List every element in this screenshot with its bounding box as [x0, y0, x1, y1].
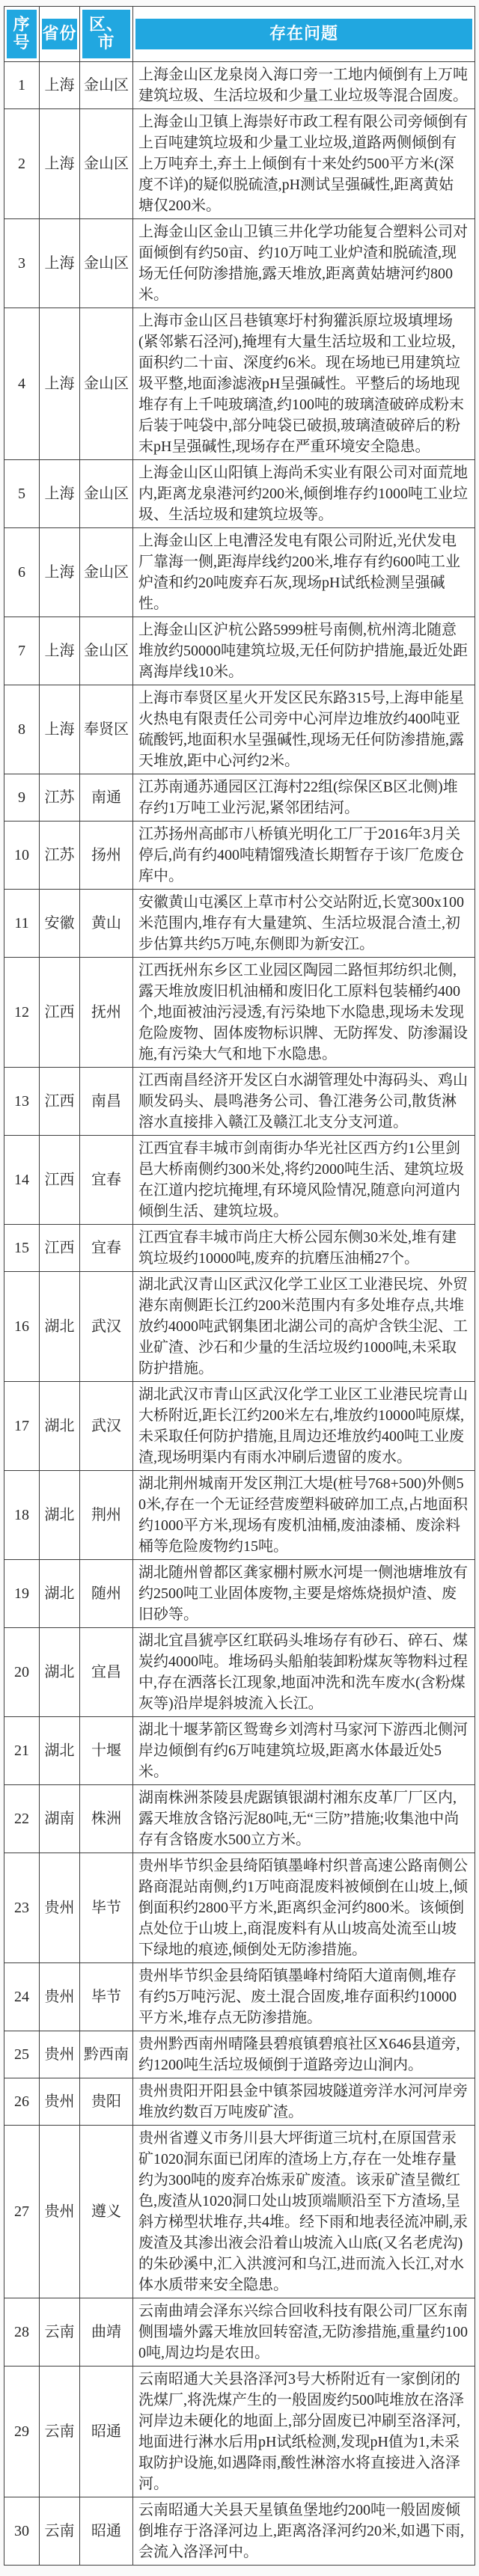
cell-province: 贵州: [40, 2078, 80, 2126]
cell-no: 8: [4, 685, 40, 774]
header-row: [4, 7, 475, 62]
cell-city: 奉贤区: [80, 685, 133, 774]
table-row: [4, 1136, 475, 1225]
table-row: [4, 1382, 475, 1471]
cell-province: 江西: [40, 1225, 80, 1272]
cell-province: 云南: [40, 2367, 80, 2497]
cell-no: 9: [4, 774, 40, 822]
table-row: [4, 2367, 475, 2497]
table-row: [4, 1068, 475, 1136]
cell-issue: 云南曲靖会泽东兴综合回收科技有限公司厂区东南侧围墙外露天堆放回转窑渣,无防渗措施,重量约1000吨,周边均是农田。: [133, 2298, 475, 2367]
col-header-province: [40, 7, 80, 62]
cell-province: 湖北: [40, 1471, 80, 1560]
cell-no: 25: [4, 2031, 40, 2078]
cell-province: 湖北: [40, 1272, 80, 1382]
cell-province: 上海: [40, 308, 80, 460]
cell-city: 贵阳: [80, 2078, 133, 2126]
cell-no: 1: [4, 62, 40, 109]
cell-no: 23: [4, 1853, 40, 1963]
cell-issue: 江西南昌经济开发区白水湖管理处中海码头、鸡山顺发码头、晨鸣港务公司、鲁江港务公司,散货淋溶水直接排入赣江及赣江北支分支河道。: [133, 1068, 475, 1136]
cell-issue: 贵州省遵义市务川县大坪街道三坑村,在原国营汞矿1020洞东面已闭库的渣场上方,存在一处堆存量约为300吨的废弃冶炼汞矿废渣。该汞矿渣呈微红色,废渣从1020洞口处山坡顶端顺沿至下方渣场,呈斜方梯型状堆存,共4堆。经下雨和地表径流冲刷,汞废渣及其渗出液会沿着山坡流入山底(又名老虎沟)的朱砂溪中,汇入洪渡河和乌江,进而流入长江,对水体水质带来安全隐患。: [133, 2126, 475, 2298]
cell-province: 江西: [40, 1136, 80, 1225]
cell-issue: 贵州毕节织金县绮陌镇墨峰村绮陌大道南侧,堆存有约5万吨污泥、废土混合固废,堆存面积约10000平方米,堆存点无防渗措施。: [133, 1963, 475, 2031]
col-header-no-label: 序号: [7, 10, 37, 58]
table-row: [4, 2126, 475, 2298]
col-header-city-label: 区、市: [82, 10, 130, 58]
table-row: [4, 822, 475, 890]
cell-province: 安徽: [40, 890, 80, 958]
col-header-city: [80, 7, 133, 62]
cell-city: 金山区: [80, 62, 133, 109]
cell-issue: 湖南株洲茶陵县虎踞镇银湖村湘东皮革厂厂区内,露天堆放含铬污泥80吨,无“三防”措施;收集池中尚存有含铬废水500立方米。: [133, 1785, 475, 1853]
cell-city: 金山区: [80, 109, 133, 219]
table-row: [4, 62, 475, 109]
cell-city: 黔西南: [80, 2031, 133, 2078]
cell-issue: 上海金山区沪杭公路5999桩号南侧,杭州湾北随意堆放约50000吨建筑垃圾,无任何防护措施,最近处距离海岸线10米。: [133, 617, 475, 685]
col-header-province-label: 省份: [42, 19, 77, 49]
table-row: [4, 1628, 475, 1717]
cell-no: 14: [4, 1136, 40, 1225]
cell-city: 武汉: [80, 1272, 133, 1382]
cell-city: 黄山: [80, 890, 133, 958]
table-row: [4, 460, 475, 528]
cell-city: 武汉: [80, 1382, 133, 1471]
cell-no: 7: [4, 617, 40, 685]
cell-province: 上海: [40, 62, 80, 109]
cell-no: 15: [4, 1225, 40, 1272]
cell-city: 金山区: [80, 460, 133, 528]
cell-city: 遵义: [80, 2126, 133, 2298]
cell-issue: 湖北武汉市青山区武汉化学工业区工业港民垸青山大桥附近,距长江约200米左右,堆放约10000吨原煤,未采取任何防护措施,且周边还堆放约400吨工业废渣,现场明渠内有雨水冲刷后遗留的废水。: [133, 1382, 475, 1471]
cell-issue: 湖北十堰茅箭区鸳鸯乡刘湾村马家河下游西北侧河岸边倾倒有约6万吨建筑垃圾,距离水体最近处5米。: [133, 1717, 475, 1785]
cell-city: 南昌: [80, 1068, 133, 1136]
cell-issue: 江西宜春丰城市剑南街办华光社区西方约1公里剑邑大桥南侧约300米处,将约2000吨生活、建筑垃圾在江道内挖坑掩埋,有环境风险情况,随意向河道内倾倒生活、建筑垃圾。: [133, 1136, 475, 1225]
cell-no: 30: [4, 2497, 40, 2566]
table-row: [4, 890, 475, 958]
cell-issue: 上海金山卫镇上海崇好市政工程有限公司旁倾倒有上百吨建筑垃圾和少量工业垃圾,道路两侧倾倒有上万吨弃土,弃土上倾倒有十来处约500平方米(深度不详)的疑似脱硫渣,pH测试呈强碱性,距离黄姑塘仅200米。: [133, 109, 475, 219]
table-row: [4, 958, 475, 1068]
cell-province: 上海: [40, 685, 80, 774]
cell-no: 28: [4, 2298, 40, 2367]
cell-province: 贵州: [40, 1963, 80, 2031]
cell-province: 上海: [40, 528, 80, 617]
cell-no: 19: [4, 1560, 40, 1628]
table-row: [4, 1471, 475, 1560]
cell-province: 江苏: [40, 774, 80, 822]
cell-no: 3: [4, 219, 40, 308]
cell-city: 金山区: [80, 308, 133, 460]
cell-city: 随州: [80, 1560, 133, 1628]
cell-city: 金山区: [80, 219, 133, 308]
cell-city: 宜昌: [80, 1628, 133, 1717]
cell-issue: 上海金山区金山卫镇三井化学功能复合塑料公司对面倾倒有约50亩、约10万吨工业炉渣和脱硫渣,现场无任何防渗措施,露天堆放,距离黄姑塘河约800米。: [133, 219, 475, 308]
cell-issue: 江西宜春丰城市尚庄大桥公园东侧30米处,堆有建筑垃圾约10000吨,废弃的抗磨压油桶27个。: [133, 1225, 475, 1272]
cell-province: 江苏: [40, 822, 80, 890]
cell-province: 上海: [40, 109, 80, 219]
cell-province: 湖北: [40, 1382, 80, 1471]
cell-province: 云南: [40, 2497, 80, 2566]
cell-no: 21: [4, 1717, 40, 1785]
cell-issue: 上海市奉贤区星火开发区民东路315号,上海申能星火热电有限责任公司旁中心河岸边堆放约400吨亚硫酸钙,地面积水呈强碱性,现场无任何防渗措施,露天堆放,距中心河约2米。: [133, 685, 475, 774]
cell-issue: 贵州毕节织金县绮陌镇墨峰村织普高速公路南侧公路商混站南侧,约1万吨商混废料被倾倒在山坡上,倾倒面积约2800平方米,距离织金河约800米。该倾倒点处位于山坡上,商混废料有从山坡高处流至山坡下绿地的痕迹,倾倒处无防渗措施。: [133, 1853, 475, 1963]
cell-city: 毕节: [80, 1963, 133, 2031]
cell-no: 29: [4, 2367, 40, 2497]
table-row: [4, 528, 475, 617]
cell-no: 2: [4, 109, 40, 219]
cell-province: 贵州: [40, 2031, 80, 2078]
cell-issue: 上海金山区上电漕泾发电有限公司附近,光伏发电厂靠海一侧,距海岸线约200米,堆存有约600吨工业炉渣和约20吨废弃石灰,现场pH试纸检测呈强碱性。: [133, 528, 475, 617]
cell-issue: 江苏南通苏通园区江海村22组(综保区B区北侧)堆存约1万吨工业污泥,紧邻团结河。: [133, 774, 475, 822]
cell-province: 上海: [40, 219, 80, 308]
table-row: [4, 308, 475, 460]
cell-issue: 上海金山区山阳镇上海尚禾实业有限公司对面荒地内,距离龙泉港河约200米,倾倒堆存约1000吨工业垃圾、生活垃圾和建筑垃圾等。: [133, 460, 475, 528]
table-row: [4, 1853, 475, 1963]
col-header-issue: [133, 7, 475, 62]
cell-city: 株洲: [80, 1785, 133, 1853]
cell-city: 扬州: [80, 822, 133, 890]
cell-province: 贵州: [40, 1853, 80, 1963]
cell-issue: 上海金山区龙泉岗入海口旁一工地内倾倒有上万吨建筑垃圾、生活垃圾和少量工业垃圾等混合固废。: [133, 62, 475, 109]
cell-no: 18: [4, 1471, 40, 1560]
table-body: [4, 62, 475, 2566]
table-row: [4, 617, 475, 685]
cell-issue: 贵州黔西南州晴隆县碧痕镇碧痕社区X646县道旁,约1200吨生活垃圾倾倒于道路旁边山涧内。: [133, 2031, 475, 2078]
cell-issue: 湖北随州曾都区龚家棚村厥水河堤一侧池塘堆放有约2500吨工业固体废物,主要是熔炼烧损炉渣、废旧砂等。: [133, 1560, 475, 1628]
cell-city: 南通: [80, 774, 133, 822]
table-row: [4, 1272, 475, 1382]
cell-no: 26: [4, 2078, 40, 2126]
cell-issue: 湖北宜昌猇亭区红联码头堆场存有砂石、碎石、煤炭约4000吨。堆场码头船舶装卸粉煤灰等物料过程中,存在洒落长江现象,地面冲洗和洗车废水(含粉煤灰等)沿岸堤斜坡流入长江。: [133, 1628, 475, 1717]
cell-city: 宜春: [80, 1225, 133, 1272]
cell-province: 湖北: [40, 1717, 80, 1785]
cell-province: 上海: [40, 617, 80, 685]
cell-city: 宜春: [80, 1136, 133, 1225]
cell-issue: 贵州贵阳开阳县金中镇茶园坡隧道旁洋水河河岸旁堆放约数百万吨废矿渣。: [133, 2078, 475, 2126]
cell-issue: 云南昭通大关县洛泽河3号大桥附近有一家倒闭的洗煤厂,将洗煤产生的一般固废约500吨堆放在洛泽河岸边未硬化的地面上,部分固废已冲刷至洛泽河,地面进行淋水后用pH试纸检测,发现pH值为1,未采取防护设施,如遇降雨,酸性淋溶水将直接进入洛泽河。: [133, 2367, 475, 2497]
col-header-no: [4, 7, 40, 62]
cell-city: 昭通: [80, 2367, 133, 2497]
cell-no: 20: [4, 1628, 40, 1717]
cell-issue: 湖北荆州城南开发区荆江大堤(桩号768+500)外侧50米,存在一个无证经营废塑料破碎加工点,占地面积约1000平方米,现场有废机油桶,废油漆桶、废涂料桶等危险废物约15吨。: [133, 1471, 475, 1560]
table-header: [4, 7, 475, 62]
cell-no: 6: [4, 528, 40, 617]
cell-no: 24: [4, 1963, 40, 2031]
cell-issue: 云南昭通大关县天星镇鱼堡地约200吨一般固废倾倒堆存于洛泽河边上,距离洛泽河约20米,如遇下雨,会流入洛泽河中。: [133, 2497, 475, 2566]
cell-province: 江西: [40, 958, 80, 1068]
cell-city: 金山区: [80, 528, 133, 617]
cell-no: 22: [4, 1785, 40, 1853]
cell-issue: 江西抚州东乡区工业园区陶园二路恒邦纺织北侧,露天堆放废旧机油桶和废旧化工原料包装桶约400个,地面被油污浸透,有污染地下水隐患,现场未发现危险废物、固体废物标识牌、无防挥发、防渗漏设施,有污染大气和地下水隐患。: [133, 958, 475, 1068]
cell-no: 12: [4, 958, 40, 1068]
cell-issue: 江苏扬州高邮市八桥镇光明化工厂于2016年3月关停后,尚有约400吨精馏残渣长期暂存于该厂危废仓库中。: [133, 822, 475, 890]
cell-city: 荆州: [80, 1471, 133, 1560]
table-row: [4, 2298, 475, 2367]
cell-issue: 湖北武汉青山区武汉化学工业区工业港民垸、外贸港东南侧距长江约200米范围内有多处堆存点,共堆放约4000吨武钢集团北湖公司的高炉含铁尘泥、工业矿渣、沙石和少量的生活垃圾约1000吨,未采取防护措施。: [133, 1272, 475, 1382]
cell-province: 湖北: [40, 1628, 80, 1717]
table-row: [4, 1717, 475, 1785]
col-header-issue-label: 存在问题: [135, 19, 472, 49]
issues-table: [4, 6, 475, 2566]
cell-no: 10: [4, 822, 40, 890]
cell-city: 毕节: [80, 1853, 133, 1963]
cell-no: 27: [4, 2126, 40, 2298]
table-row: [4, 2031, 475, 2078]
cell-no: 5: [4, 460, 40, 528]
table-row: [4, 219, 475, 308]
table-row: [4, 1225, 475, 1272]
table-row: [4, 685, 475, 774]
cell-province: 贵州: [40, 2126, 80, 2298]
cell-province: 湖南: [40, 1785, 80, 1853]
table-row: [4, 2497, 475, 2566]
table-row: [4, 109, 475, 219]
cell-province: 上海: [40, 460, 80, 528]
cell-no: 17: [4, 1382, 40, 1471]
cell-province: 云南: [40, 2298, 80, 2367]
cell-issue: 安徽黄山屯溪区上草市村公交站附近,长宽300x100米范围内,堆存有大量建筑、生活垃圾混合渣土,初步估算共约5万吨,东侧即为新安江。: [133, 890, 475, 958]
cell-no: 11: [4, 890, 40, 958]
cell-province: 江西: [40, 1068, 80, 1136]
cell-city: 十堰: [80, 1717, 133, 1785]
table-row: [4, 774, 475, 822]
cell-city: 昭通: [80, 2497, 133, 2566]
cell-no: 4: [4, 308, 40, 460]
table-row: [4, 1560, 475, 1628]
cell-issue: 上海市金山区吕巷镇寒圩村狗獾浜原垃圾填埋场(紧邻紫石泾河),掩埋有大量生活垃圾和工业垃圾,面积约二十亩、深度约6米。现在场地已用建筑垃圾平整,地面渗滤液pH呈强碱性。平整后的场地现堆存有上千吨玻璃渣,约100吨的玻璃渣破碎成粉末后装于吨袋中,部分吨袋已破损,玻璃渣破碎后的粉末pH呈强碱性,现场存在严重环境安全隐患。: [133, 308, 475, 460]
cell-city: 曲靖: [80, 2298, 133, 2367]
table-row: [4, 1785, 475, 1853]
table-row: [4, 1963, 475, 2031]
cell-city: 抚州: [80, 958, 133, 1068]
cell-no: 16: [4, 1272, 40, 1382]
table-row: [4, 2078, 475, 2126]
cell-city: 金山区: [80, 617, 133, 685]
cell-no: 13: [4, 1068, 40, 1136]
cell-province: 湖北: [40, 1560, 80, 1628]
